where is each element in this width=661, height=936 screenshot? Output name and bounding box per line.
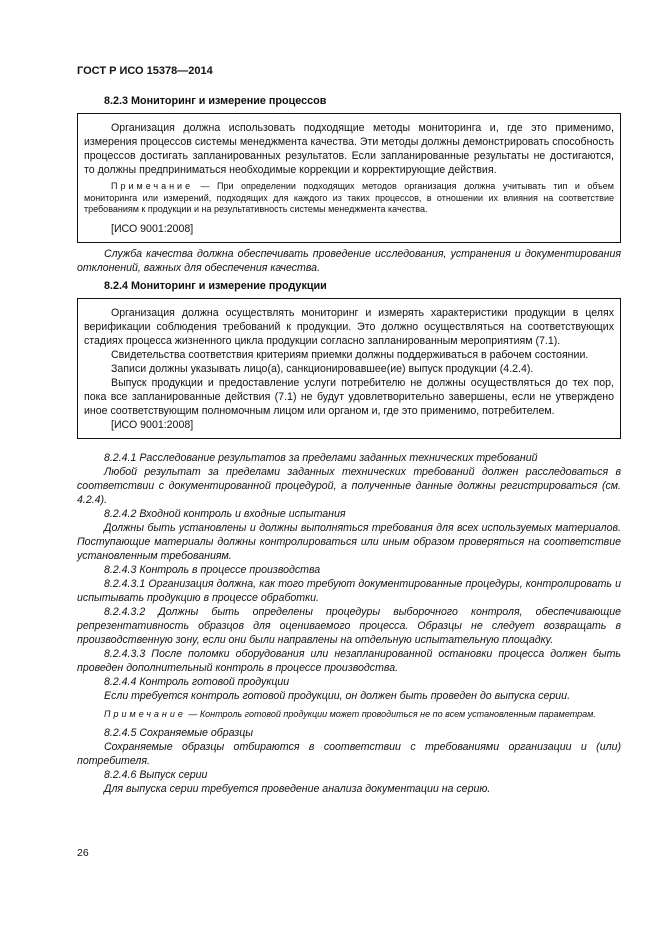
subsection-heading: 8.2.4.5 Сохраняемые образцы (104, 727, 254, 740)
paragraph: Любой результат за пределами заданных технических требований должен расследоваться в соответствии с документированной процедурой, а полученные данные должны регистрироваться (см. 4.2.4). (77, 465, 621, 506)
document-page (77, 64, 621, 796)
paragraph: Организация должна осуществлять мониторинг и измерять характеристики продукции в целях верификации соблюдения требований к продукции. Это должно осуществляться на соответствующих стадиях процесса жизненного цикла продукции согласно запланированным мероприятиям (7.1). (84, 306, 614, 347)
paragraph: Если требуется контроль готовой продукции, он должен быть проведен до выпуска серии. (104, 689, 571, 702)
subsection-heading: 8.2.4.2 Входной контроль и входные испытания (104, 507, 346, 520)
section-heading-8-2-4: 8.2.4 Мониторинг и измерение продукции (104, 279, 327, 292)
quoted-standard-box (77, 113, 621, 243)
reference: [ИСО 9001:2008] (111, 418, 194, 431)
paragraph: Должны быть установлены и должны выполняться требования для всех используемых материалов. Поступающие материалы должны контролироваться или иным образом проверяться на соответствие установленным требованиям. (77, 521, 621, 562)
paragraph: Выпуск продукции и предоставление услуги потребителю не должны осуществляться до тех пор, пока все запланированные действия (7.1) не будут удовлетворительно завершены, если не утверждено иное соответствующим полномочным лицом или органом и, где это применимо, потребителем. (84, 376, 614, 417)
paragraph: Сохраняемые образцы отбираются в соответствии с требованиями организации и (или) потребителя. (77, 741, 621, 768)
paragraph: 8.2.4.3.1 Организация должна, как того требуют документированные процедуры, контролировать и испытывать продукцию в процессе обработки. (77, 577, 621, 604)
page-number: 26 (77, 847, 89, 859)
note (84, 181, 614, 216)
paragraph: Записи должны указывать лицо(а), санкционировавшее(ие) выпуск продукции (4.2.4). (111, 362, 534, 375)
paragraph: 8.2.4.3.3 После поломки оборудования или незапланированной остановки процесса должен быть проведен дополнительный контроль в процессе производства. (77, 647, 621, 674)
note-label: Примечание (104, 708, 186, 719)
subsection-heading: 8.2.4.4 Контроль готовой продукции (104, 675, 290, 688)
note-text: — Контроль готовой продукции может проводиться не по всем установленным параметрам. (185, 708, 596, 719)
paragraph: Служба качества должна обеспечивать проведение исследования, устранения и документирования отклонений, важных для обеспечения качества. (77, 247, 621, 274)
note-label: Примечание (111, 181, 194, 191)
paragraph: Организация должна использовать подходящие методы мониторинга и, где это применимо, измерения процессов системы менеджмента качества. Эти методы должны демонстрировать способность процессов достигать запланированных результатов. Если запланированные результаты не достигаются, то должны предприниматься необходимые коррекции и корректирующие действия. (84, 122, 614, 176)
document-header: ГОСТ Р ИСО 15378—2014 (77, 65, 213, 77)
quoted-standard-box (77, 298, 621, 439)
paragraph: 8.2.4.3.2 Должны быть определены процедуры выборочного контроля, обеспечивающие репрезентативность образцов для оцениваемого процесса. Образцы не следует возвращать в производственную зону, если они были направлены на отдельную испытательную площадку. (77, 605, 621, 646)
note (77, 709, 621, 721)
paragraph: Свидетельства соответствия критериям приемки должны поддерживаться в рабочем состоянии. (111, 348, 589, 361)
section-heading-8-2-3: 8.2.3 Мониторинг и измерение процессов (104, 95, 327, 107)
paragraph: Для выпуска серии требуется проведение анализа документации на серию. (104, 783, 491, 796)
subsection-heading: 8.2.4.3 Контроль в процессе производства (104, 563, 321, 576)
note-text: — При определении подходящих методов организация должна учитывать тип и объем мониторинга или измерений, подходящих для каждого из таких процессов, в отношении их влияния на соответствие требованиям к продукции и на результативность системы менеджмента качества. (84, 181, 614, 215)
subsection-heading: 8.2.4.6 Выпуск серии (104, 769, 208, 782)
subsection-heading: 8.2.4.1 Расследование результатов за пределами заданных технических требований (104, 451, 538, 464)
reference: [ИСО 9001:2008] (111, 222, 194, 235)
